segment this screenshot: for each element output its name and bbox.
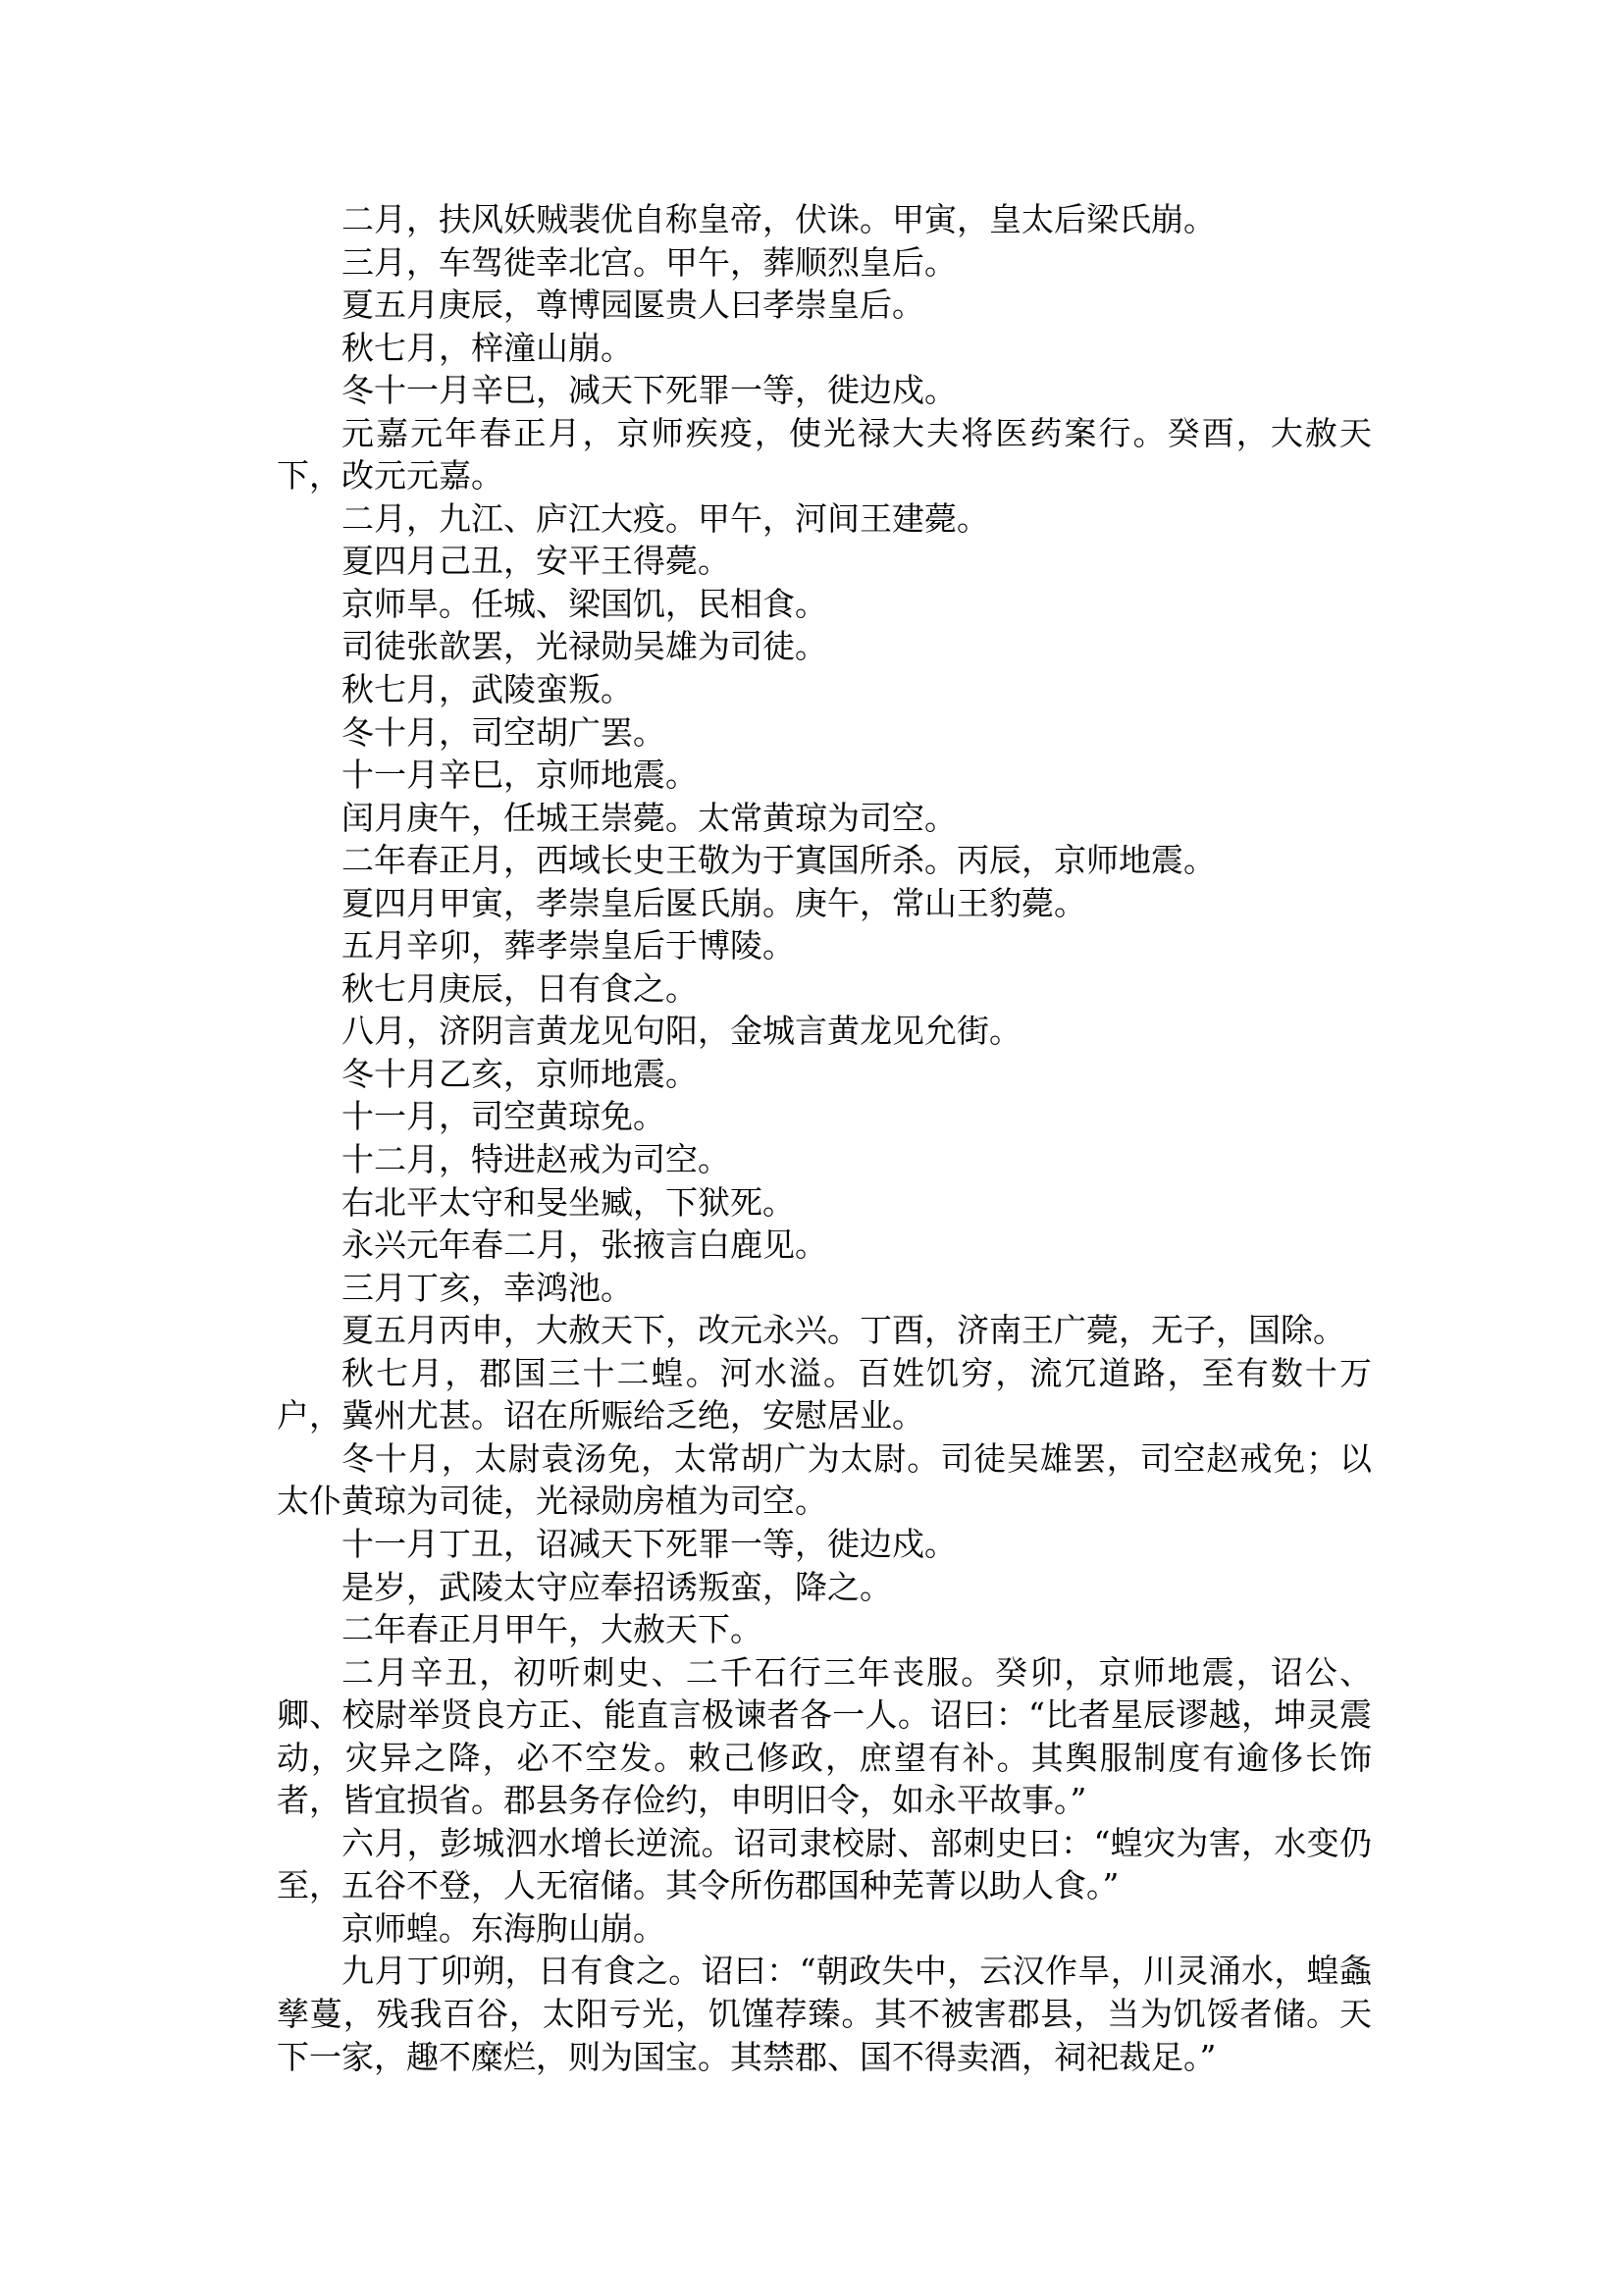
paragraph: 十二月，特进赵戒为司空。 — [341, 1140, 730, 1179]
paragraph: 秋七月，郡国三十二蝗。河水溢。百姓饥穷，流冗道路，至有数十万户，冀州尤甚。诏在所赈给乏绝，安慰居业。 — [277, 1353, 1372, 1435]
paragraph: 二月，扶风妖贼裴优自称皇帝，伏诛。甲寅，皇太后梁氏崩。 — [341, 200, 1216, 238]
paragraph: 二年春正月，西域长史王敬为于寘国所杀。丙辰，京师地震。 — [341, 841, 1216, 880]
document-page — [277, 198, 1372, 2078]
paragraph: 秋七月，梓潼山崩。 — [341, 328, 633, 367]
paragraph: 三月丁亥，幸鸿池。 — [341, 1268, 633, 1307]
paragraph: 冬十月乙亥，京师地震。 — [341, 1054, 698, 1093]
paragraph: 九月丁卯朔，日有食之。诏曰：“朝政失中，云汉作旱，川灵涌水，蝗螽孳蔓，残我百谷，太阳亏光，饥馑荐臻。其不被害郡县，当为饥馁者储。天下一家，趣不糜烂，则为国宝。其禁郡、国不得卖酒，祠祀裁足。” — [277, 1952, 1372, 2076]
paragraph: 二月，九江、庐江大疫。甲午，河间王建薨。 — [341, 498, 989, 538]
paragraph: 八月，济阴言黄龙见句阳，金城言黄龙见允街。 — [341, 1012, 1022, 1051]
paragraph: 二月辛丑，初听刺史、二千石行三年丧服。癸卯，京师地震，诏公、卿、校尉举贤良方正、能直言极谏者各一人。诏曰：“比者星辰谬越，坤灵震动，灾异之降，必不空发。敕己修政，庶望有补。其舆服制度有逾侈长饰者，皆宜损省。郡县务存俭约，申明旧令，如永平故事。” — [277, 1652, 1372, 1820]
paragraph: 元嘉元年春正月，京师疾疫，使光禄大夫将医药案行。癸酉，大赦天下，改元元嘉。 — [277, 413, 1372, 495]
paragraph: 是岁，武陵太守应奉招诱叛蛮，降之。 — [341, 1567, 892, 1606]
paragraph: 右北平太守和旻坐臧，下狱死。 — [341, 1182, 795, 1222]
paragraph: 十一月辛巳，京师地震。 — [341, 756, 698, 795]
paragraph: 秋七月庚辰，日有食之。 — [341, 968, 698, 1008]
paragraph: 司徒张歆罢，光禄勋吴雄为司徒。 — [341, 627, 827, 666]
paragraph: 三月，车驾徙幸北宫。甲午，葬顺烈皇后。 — [341, 242, 957, 282]
paragraph: 五月辛卯，葬孝崇皇后于博陵。 — [341, 926, 795, 965]
paragraph: 闰月庚午，任城王崇薨。太常黄琼为司空。 — [341, 798, 957, 837]
paragraph: 六月，彭城泗水增长逆流。诏司隶校尉、部刺史曰：“蝗灾为害，水变仍至，五谷不登，人无宿储。其令所伤郡国种芜菁以助人食。” — [277, 1823, 1372, 1905]
paragraph: 秋七月，武陵蛮叛。 — [341, 670, 633, 709]
paragraph: 夏四月己丑，安平王得薨。 — [341, 542, 730, 581]
paragraph: 夏五月庚辰，尊博园匽贵人曰孝崇皇后。 — [341, 286, 924, 325]
paragraph: 夏五月丙申，大赦天下，改元永兴。丁酉，济南王广薨，无子，国除。 — [341, 1311, 1345, 1350]
paragraph: 京师蝗。东海朐山崩。 — [341, 1908, 665, 1948]
paragraph: 十一月，司空黄琼免。 — [341, 1097, 665, 1136]
paragraph: 冬十月，司空胡广罢。 — [341, 712, 665, 752]
paragraph: 冬十一月辛巳，减天下死罪一等，徙边戍。 — [341, 371, 957, 410]
paragraph: 夏四月甲寅，孝崇皇后匽氏崩。庚午，常山王豹薨。 — [341, 883, 1086, 922]
paragraph: 冬十月，太尉袁汤免，太常胡广为太尉。司徒吴雄罢，司空赵戒免；以太仆黄琼为司徒，光禄勋房植为司空。 — [277, 1438, 1372, 1521]
paragraph: 二年春正月甲午，大赦天下。 — [341, 1610, 762, 1649]
paragraph: 永兴元年春二月，张掖言白鹿见。 — [341, 1225, 827, 1265]
paragraph: 京师旱。任城、梁国饥，民相食。 — [341, 584, 827, 623]
paragraph: 十一月丁丑，诏减天下死罪一等，徙边戍。 — [341, 1524, 957, 1563]
